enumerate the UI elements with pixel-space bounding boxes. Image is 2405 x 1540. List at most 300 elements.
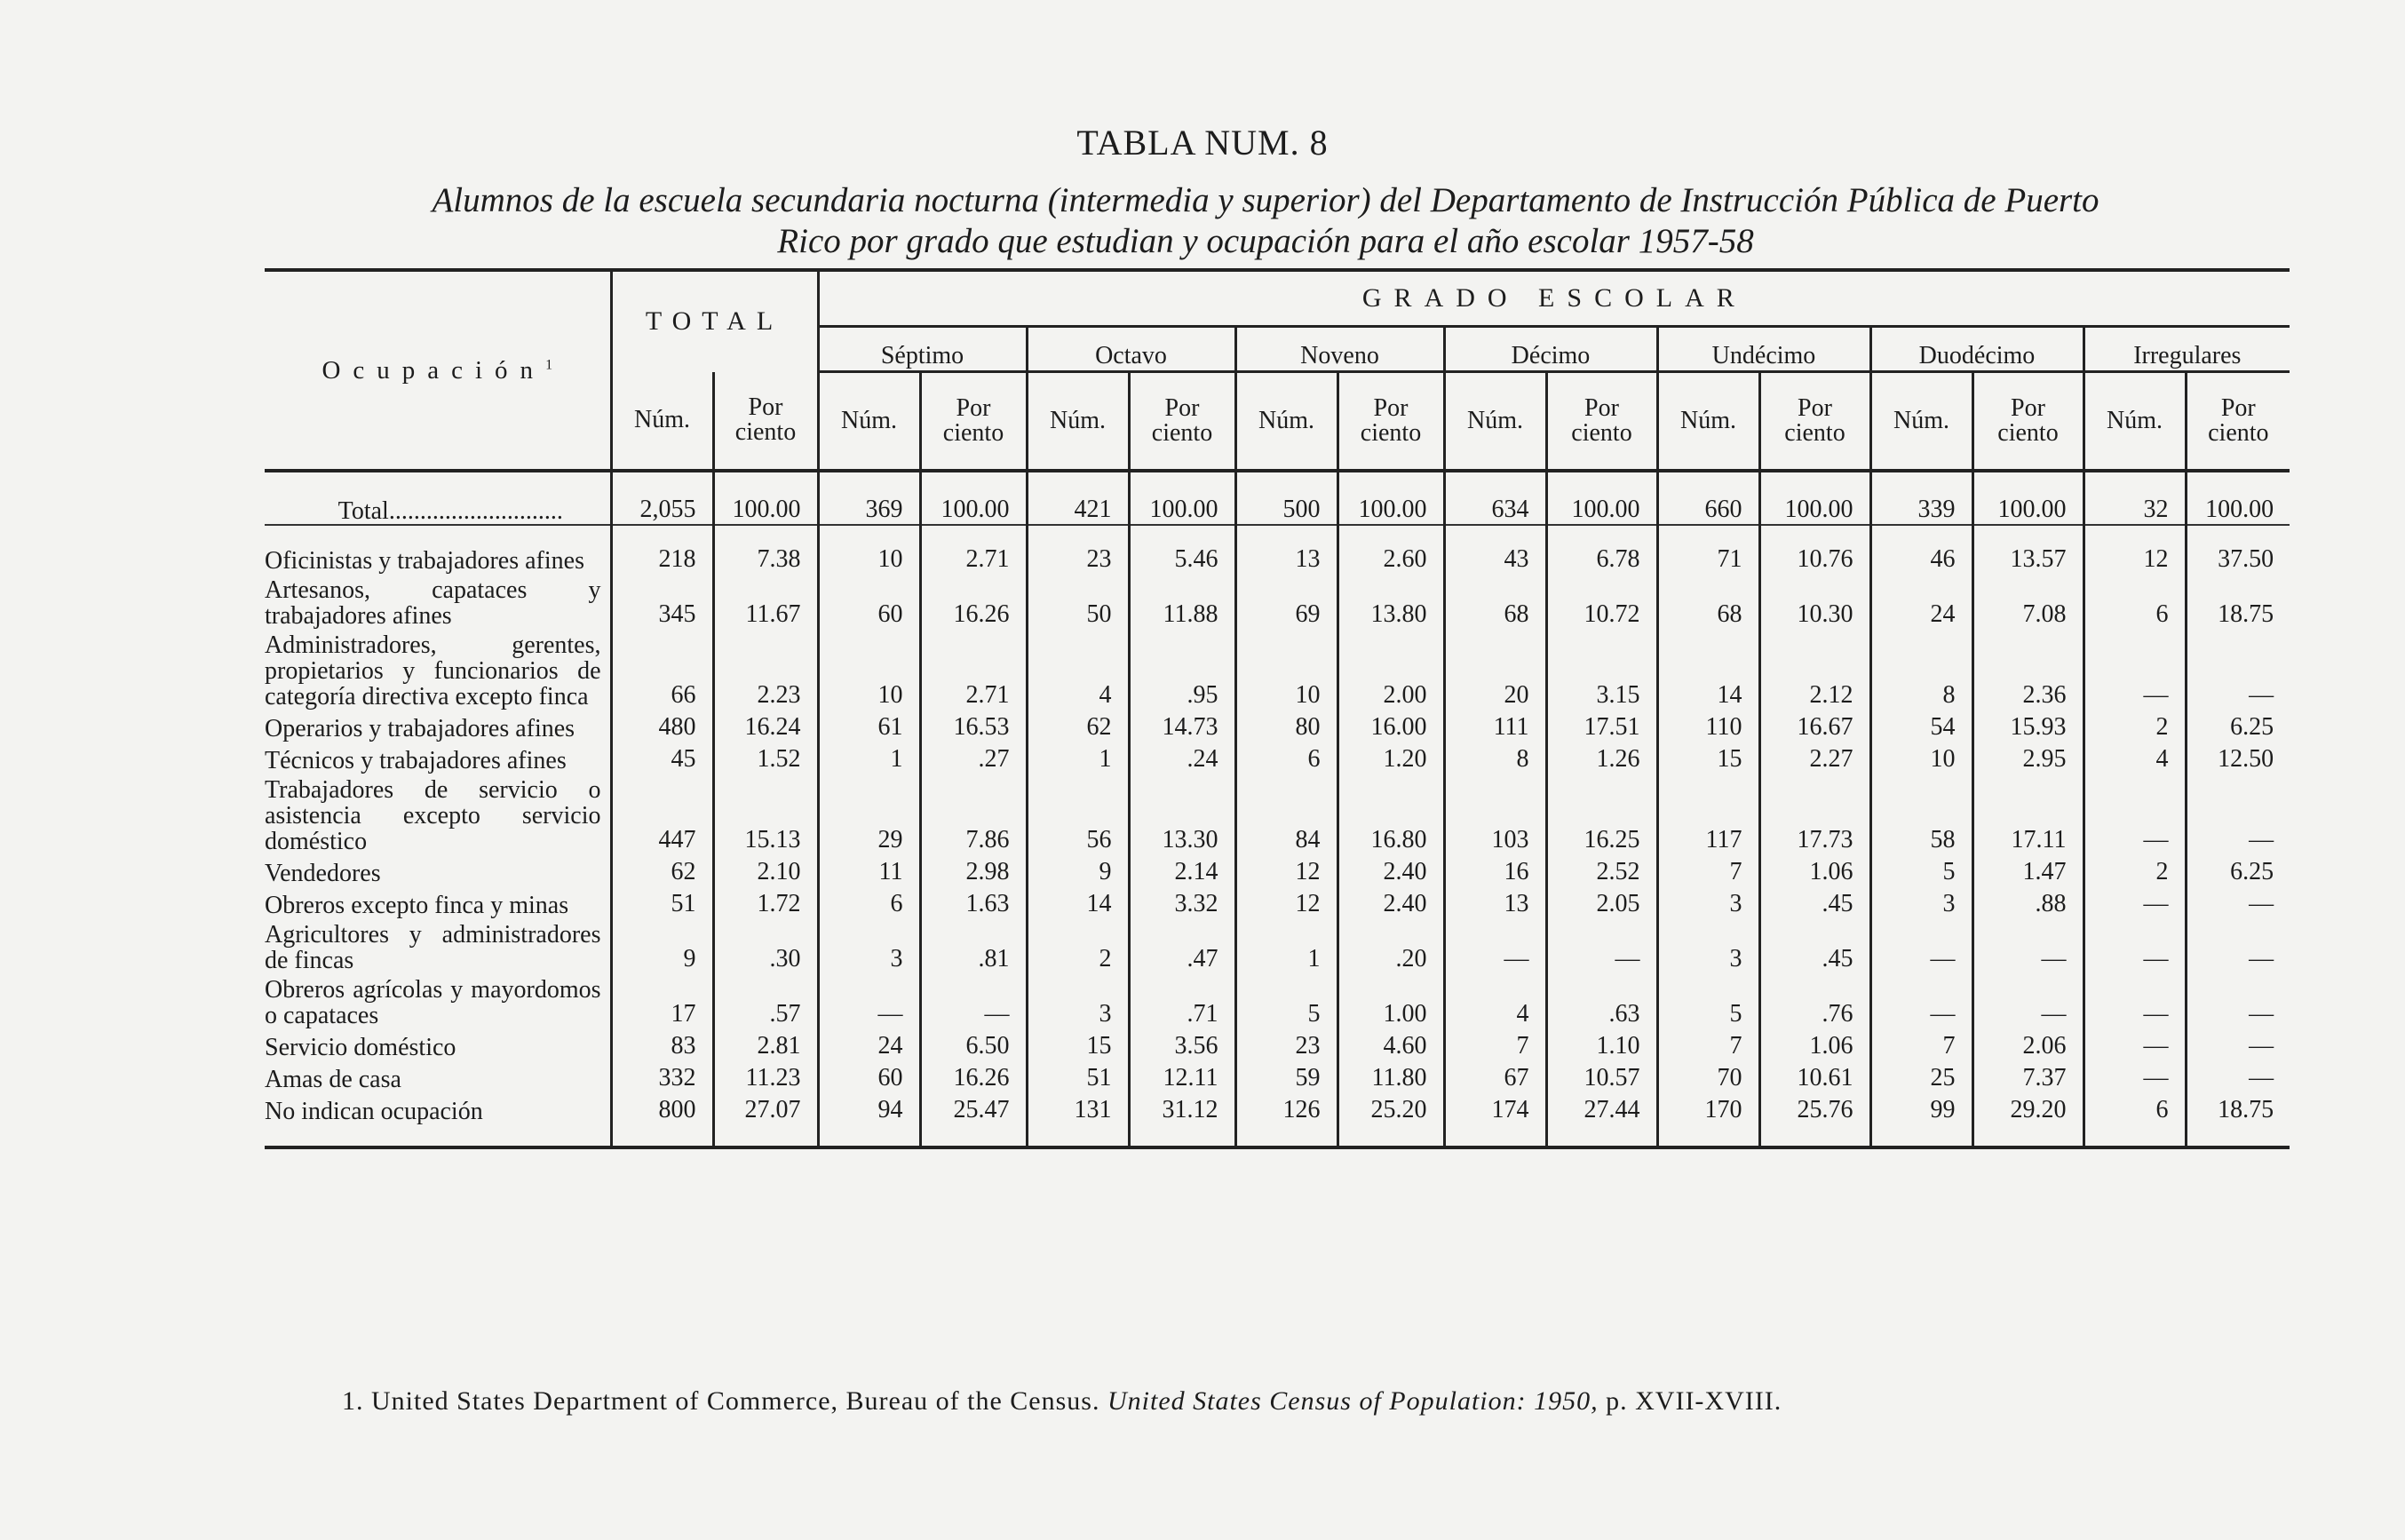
cell-por-ciento: 1.06 [1759,858,1870,890]
cell-num: 20 [1444,632,1546,713]
spacer-cell [1870,471,1972,483]
header-num: Núm. [611,372,713,472]
spacer-cell [1546,1147,1657,1153]
cell-por-ciento: 17.11 [1972,777,2084,858]
spacer-cell [1759,1128,1870,1147]
spacer-cell [1657,1147,1759,1153]
cell-por-ciento: 2.06 [1972,1032,2084,1064]
header-num: Núm. [1870,372,1972,472]
cell-num: 16 [1444,858,1546,890]
cell-por-ciento: 10.76 [1759,545,1870,577]
cell-num: 2 [2084,858,2186,890]
cell-num: 68 [1657,577,1759,632]
cell-num: 15 [1027,1032,1129,1064]
cell-num: — [1870,977,1972,1032]
cell-num: 126 [1235,1096,1337,1128]
cell-num: 111 [1444,713,1546,745]
spacer-cell [713,471,818,483]
spacer-cell [2084,525,2186,545]
occupation-label: Obreros agrícolas y mayordomos o capataces [265,976,601,1029]
cell-por-ciento: 7.38 [713,545,818,577]
cell-num: 174 [1444,1096,1546,1128]
cell-por-ciento: 13.57 [1972,545,2084,577]
spacer-cell [1972,1128,2084,1147]
cell-num: 10 [1870,745,1972,777]
occupation-label: Obreros excepto finca y minas [265,892,569,919]
table-row [265,632,2290,713]
cell-por-ciento: 100.00 [1546,483,1657,525]
cell-por-ciento: 2.23 [713,632,818,713]
cell-por-ciento: 2.71 [920,632,1027,713]
footnote-publication: United States Census of Population: 1950, [1107,1386,1599,1416]
cell-num: 71 [1657,545,1759,577]
cell-por-ciento: 1.63 [920,890,1027,922]
spacer-cell [1337,471,1444,483]
header-por-ciento [920,372,1027,472]
header-por-ciento [1337,372,1444,472]
cell-num: 15 [1657,745,1759,777]
header-por: Por [2011,394,2045,422]
spacer-cell [1759,525,1870,545]
cell-num: 4 [1027,632,1129,713]
cell-num: 69 [1235,577,1337,632]
footnote [342,1386,1782,1417]
footnote-pages: p. XVII-XVIII. [1606,1386,1782,1416]
table-row [265,745,2290,777]
header-por: Por [1798,394,1832,422]
cell-por-ciento: 18.75 [2186,577,2290,632]
cell-num: 17 [611,977,713,1032]
cell-num: 634 [1444,483,1546,525]
header-grado-escolar: GRADO ESCOLAR [818,270,2290,327]
cell-por-ciento: 31.12 [1129,1096,1235,1128]
cell-num: 8 [1870,632,1972,713]
cell-num: 10 [818,545,920,577]
cell-por-ciento: 1.06 [1759,1032,1870,1064]
spacer-cell [1657,1128,1759,1147]
cell-por-ciento: 2.81 [713,1032,818,1064]
cell-num: 369 [818,483,920,525]
cell-por-ciento: — [2186,1064,2290,1096]
header-ciento: ciento [1784,419,1845,447]
occupation-label: Agricultores y administradores de fincas [265,921,601,974]
cell-num: 58 [1870,777,1972,858]
occupation-label: Artesanos, capataces y trabajadores afines [265,576,601,630]
cell-por-ciento: 11.67 [713,577,818,632]
cell-num: 332 [611,1064,713,1096]
cell-num: 61 [818,713,920,745]
spacer-cell [1235,1128,1337,1147]
cell-por-ciento: .24 [1129,745,1235,777]
spacer-cell [1870,1147,1972,1153]
cell-por-ciento: 1.72 [713,890,818,922]
cell-num: 67 [1444,1064,1546,1096]
cell-num: 9 [611,922,713,977]
cell-num: 7 [1657,858,1759,890]
cell-num: 7 [1444,1032,1546,1064]
cell-num: 94 [818,1096,920,1128]
header-num: Núm. [2084,372,2186,472]
spacer-cell [1444,1128,1546,1147]
cell-por-ciento: 1.10 [1546,1032,1657,1064]
cell-por-ciento: .71 [1129,977,1235,1032]
cell-num: — [1870,922,1972,977]
cell-num: — [2084,922,2186,977]
cell-num: 59 [1235,1064,1337,1096]
header-grade-septimo: Séptimo [818,327,1027,372]
header-total: TOTAL [611,270,818,372]
total-label-text: Total [337,497,389,525]
spacer-cell [1759,1147,1870,1153]
header-por-ciento [2186,372,2290,472]
spacer-cell [1444,1147,1546,1153]
spacer-cell [1444,471,1546,483]
cell-num: 421 [1027,483,1129,525]
cell-por-ciento: 37.50 [2186,545,2290,577]
spacer-cell [265,525,611,545]
cell-num: 56 [1027,777,1129,858]
cell-por-ciento: 4.60 [1337,1032,1444,1064]
cell-por-ciento: 1.00 [1337,977,1444,1032]
cell-num: 8 [1444,745,1546,777]
spacer-cell [1337,1147,1444,1153]
header-por: Por [956,394,991,422]
cell-por-ciento: 7.37 [1972,1064,2084,1096]
cell-por-ciento: 13.30 [1129,777,1235,858]
cell-num: 45 [611,745,713,777]
cell-por-ciento: — [2186,1032,2290,1064]
spacer-cell [920,525,1027,545]
cell-por-ciento: 16.24 [713,713,818,745]
cell-num: 6 [2084,1096,2186,1128]
cell-num: 46 [1870,545,1972,577]
header-num: Núm. [1235,372,1337,472]
table-row [265,545,2290,577]
spacer-cell [2186,471,2290,483]
spacer-cell [1129,1147,1235,1153]
cell-num: 3 [1657,922,1759,977]
cell-num: 14 [1027,890,1129,922]
cell-num: 2,055 [611,483,713,525]
cell-por-ciento: 100.00 [1972,483,2084,525]
cell-por-ciento: 2.10 [713,858,818,890]
cell-num: 50 [1027,577,1129,632]
spacer-cell [265,471,611,483]
header-grade-duodecimo: Duodécimo [1870,327,2084,372]
cell-num: 13 [1444,890,1546,922]
header-grade-undecimo: Undécimo [1657,327,1870,372]
cell-num: 32 [2084,483,2186,525]
spacer-cell [818,525,920,545]
cell-num: 66 [611,632,713,713]
spacer-cell [1759,471,1870,483]
table-row [265,1096,2290,1128]
occupation-label: Oficinistas y trabajadores afines [265,547,584,575]
cell-por-ciento: — [1546,922,1657,977]
spacer-cell [818,1147,920,1153]
cell-por-ciento: .45 [1759,890,1870,922]
cell-num: — [2084,1032,2186,1064]
cell-num: 5 [1235,977,1337,1032]
cell-por-ciento: 10.72 [1546,577,1657,632]
cell-por-ciento: .95 [1129,632,1235,713]
cell-num: 54 [1870,713,1972,745]
spacer-cell [1972,1147,2084,1153]
spacer-cell [1235,525,1337,545]
header-num: Núm. [1657,372,1759,472]
cell-num: 25 [1870,1064,1972,1096]
spacer-cell [1546,525,1657,545]
cell-por-ciento: .27 [920,745,1027,777]
spacer-cell [265,1128,611,1147]
cell-por-ciento: 1.20 [1337,745,1444,777]
cell-por-ciento: 16.00 [1337,713,1444,745]
spacer-cell [611,525,713,545]
spacer-cell [2186,1128,2290,1147]
cell-por-ciento: 1.52 [713,745,818,777]
cell-por-ciento: 29.20 [1972,1096,2084,1128]
cell-num: 800 [611,1096,713,1128]
table-row [265,922,2290,977]
cell-por-ciento: .47 [1129,922,1235,977]
spacer-cell [1337,1128,1444,1147]
cell-por-ciento: 100.00 [2186,483,2290,525]
cell-num: 84 [1235,777,1337,858]
cell-num: 3 [1870,890,1972,922]
cell-por-ciento: 10.57 [1546,1064,1657,1096]
header-grade-irregulares: Irregulares [2084,327,2290,372]
cell-por-ciento: 17.73 [1759,777,1870,858]
spacer-cell [1972,525,2084,545]
cell-por-ciento: — [1972,922,2084,977]
cell-por-ciento: 100.00 [1337,483,1444,525]
cell-por-ciento: 13.80 [1337,577,1444,632]
cell-por-ciento: 25.76 [1759,1096,1870,1128]
header-ciento: ciento [1997,419,2059,447]
cell-num: — [1444,922,1546,977]
spacer-cell [265,1147,611,1153]
cell-num: 99 [1870,1096,1972,1128]
spacer-cell [611,1147,713,1153]
cell-num: 10 [1235,632,1337,713]
cell-por-ciento: 3.56 [1129,1032,1235,1064]
cell-num: 9 [1027,858,1129,890]
cell-num: 1 [1027,745,1129,777]
header-ciento: ciento [2208,419,2269,447]
cell-por-ciento: 2.27 [1759,745,1870,777]
cell-num: 3 [1657,890,1759,922]
cell-num: 660 [1657,483,1759,525]
cell-por-ciento: .57 [713,977,818,1032]
spacer-cell [818,1128,920,1147]
spacer-cell [1337,525,1444,545]
cell-por-ciento: 15.93 [1972,713,2084,745]
cell-por-ciento: 18.75 [2186,1096,2290,1128]
header-ciento: ciento [734,418,797,447]
cell-por-ciento: 2.71 [920,545,1027,577]
cell-por-ciento: 1.47 [1972,858,2084,890]
spacer-cell [1870,1128,1972,1147]
cell-num: 3 [1027,977,1129,1032]
cell-por-ciento: 11.88 [1129,577,1235,632]
cell-por-ciento: 16.26 [920,577,1027,632]
cell-por-ciento: 1.26 [1546,745,1657,777]
cell-por-ciento: 2.98 [920,858,1027,890]
cell-por-ciento: 2.00 [1337,632,1444,713]
spacer-cell [1027,1147,1129,1153]
spacer-cell [818,471,920,483]
cell-por-ciento: .81 [920,922,1027,977]
occupation-label: Vendedores [265,860,381,887]
cell-por-ciento: 16.67 [1759,713,1870,745]
spacer-cell [1129,1128,1235,1147]
spacer-cell [1972,471,2084,483]
cell-por-ciento: 7.08 [1972,577,2084,632]
occupation-label: Amas de casa [265,1066,401,1093]
cell-por-ciento: 25.47 [920,1096,1027,1128]
table-row [265,1032,2290,1064]
cell-por-ciento: 2.12 [1759,632,1870,713]
subtitle-line-1: Alumnos de la escuela secundaria nocturna (intermedia y superior) del Departamento de Instrucción Pública de Puerto [432,181,2099,219]
header-num: Núm. [818,372,920,472]
cell-por-ciento: 100.00 [1759,483,1870,525]
header-por-ciento [713,372,818,472]
cell-num: 80 [1235,713,1337,745]
cell-num: 10 [818,632,920,713]
header-por-ciento [1759,372,1870,472]
spacer-cell [713,1147,818,1153]
cell-num: 7 [1870,1032,1972,1064]
cell-num: 83 [611,1032,713,1064]
cell-num: 11 [818,858,920,890]
footnote-ref: 1 [545,356,553,372]
cell-por-ciento: 14.73 [1129,713,1235,745]
table-row [265,713,2290,745]
cell-num: 447 [611,777,713,858]
cell-num: 13 [1235,545,1337,577]
cell-num: 12 [2084,545,2186,577]
cell-por-ciento: — [1972,977,2084,1032]
cell-por-ciento: 5.46 [1129,545,1235,577]
cell-por-ciento: 16.53 [920,713,1027,745]
cell-num: 1 [1235,922,1337,977]
cell-num: 500 [1235,483,1337,525]
header-ciento: ciento [1360,419,1422,447]
leader-dots: ............................ [388,497,563,525]
cell-num: 5 [1657,977,1759,1032]
occupation-label: Administradores, gerentes, propietarios y funcionarios de categoría directiva excepto finca [265,631,601,710]
cell-por-ciento: — [2186,632,2290,713]
spacer-cell [2186,525,2290,545]
cell-por-ciento: — [920,977,1027,1032]
spacer-cell [920,1147,1027,1153]
cell-por-ciento: 3.15 [1546,632,1657,713]
cell-num: 339 [1870,483,1972,525]
table-title: TABLA NUM. 8 [1076,123,1329,163]
header-ciento: ciento [1571,419,1632,447]
cell-num: 23 [1027,545,1129,577]
data-table [265,268,2290,1153]
cell-por-ciento: 2.40 [1337,890,1444,922]
table-row [265,858,2290,890]
spacer-cell [1235,471,1337,483]
cell-por-ciento: 6.25 [2186,713,2290,745]
table-row [265,977,2290,1032]
cell-num: 12 [1235,890,1337,922]
cell-por-ciento: 2.40 [1337,858,1444,890]
cell-num: 60 [818,1064,920,1096]
cell-num: 7 [1657,1032,1759,1064]
spacer-cell [1546,1128,1657,1147]
cell-num: 218 [611,545,713,577]
cell-por-ciento: 15.13 [713,777,818,858]
cell-num: — [818,977,920,1032]
header-por: Por [2220,394,2256,422]
cell-num: 4 [1444,977,1546,1032]
total-label [265,483,611,525]
cell-por-ciento: 6.78 [1546,545,1657,577]
cell-num: 103 [1444,777,1546,858]
occupation-label: Operarios y trabajadores afines [265,715,575,742]
spacer-cell [1235,1147,1337,1153]
spacer-cell [2084,1147,2186,1153]
cell-por-ciento: 27.44 [1546,1096,1657,1128]
cell-por-ciento: 27.07 [713,1096,818,1128]
cell-por-ciento: .45 [1759,922,1870,977]
header-grade-noveno: Noveno [1235,327,1444,372]
cell-num: 5 [1870,858,1972,890]
cell-num: 2 [1027,922,1129,977]
cell-por-ciento: 10.61 [1759,1064,1870,1096]
cell-por-ciento: 3.32 [1129,890,1235,922]
header-por: Por [1164,394,1200,422]
cell-num: 2 [2084,713,2186,745]
cell-por-ciento: 10.30 [1759,577,1870,632]
cell-por-ciento: 2.60 [1337,545,1444,577]
header-grade-octavo: Octavo [1027,327,1235,372]
cell-num: 6 [818,890,920,922]
header-por-ciento [1546,372,1657,472]
cell-por-ciento: 100.00 [713,483,818,525]
header-por: Por [1373,394,1409,422]
occupation-label: No indican ocupación [265,1098,483,1125]
cell-por-ciento: 2.05 [1546,890,1657,922]
cell-por-ciento: 100.00 [1129,483,1235,525]
header-por-ciento [1129,372,1235,472]
cell-num: — [2084,1064,2186,1096]
cell-num: 60 [818,577,920,632]
spacer-cell [1870,525,1972,545]
cell-por-ciento: .30 [713,922,818,977]
spacer-cell [2186,1147,2290,1153]
cell-por-ciento: 25.20 [1337,1096,1444,1128]
cell-num: 6 [1235,745,1337,777]
cell-num: 51 [1027,1064,1129,1096]
cell-num: 62 [1027,713,1129,745]
cell-num: 62 [611,858,713,890]
cell-por-ciento: 16.80 [1337,777,1444,858]
header-ciento: ciento [1151,419,1213,447]
spacer-cell [2084,1128,2186,1147]
cell-num: 131 [1027,1096,1129,1128]
cell-num: 170 [1657,1096,1759,1128]
cell-num: 117 [1657,777,1759,858]
spacer-cell [1444,525,1546,545]
cell-por-ciento: 100.00 [920,483,1027,525]
spacer-cell [920,471,1027,483]
header-grade-decimo: Décimo [1444,327,1657,372]
subtitle-line-2: Rico por grado que estudian y ocupación para el año escolar 1957-58 [777,222,1754,260]
